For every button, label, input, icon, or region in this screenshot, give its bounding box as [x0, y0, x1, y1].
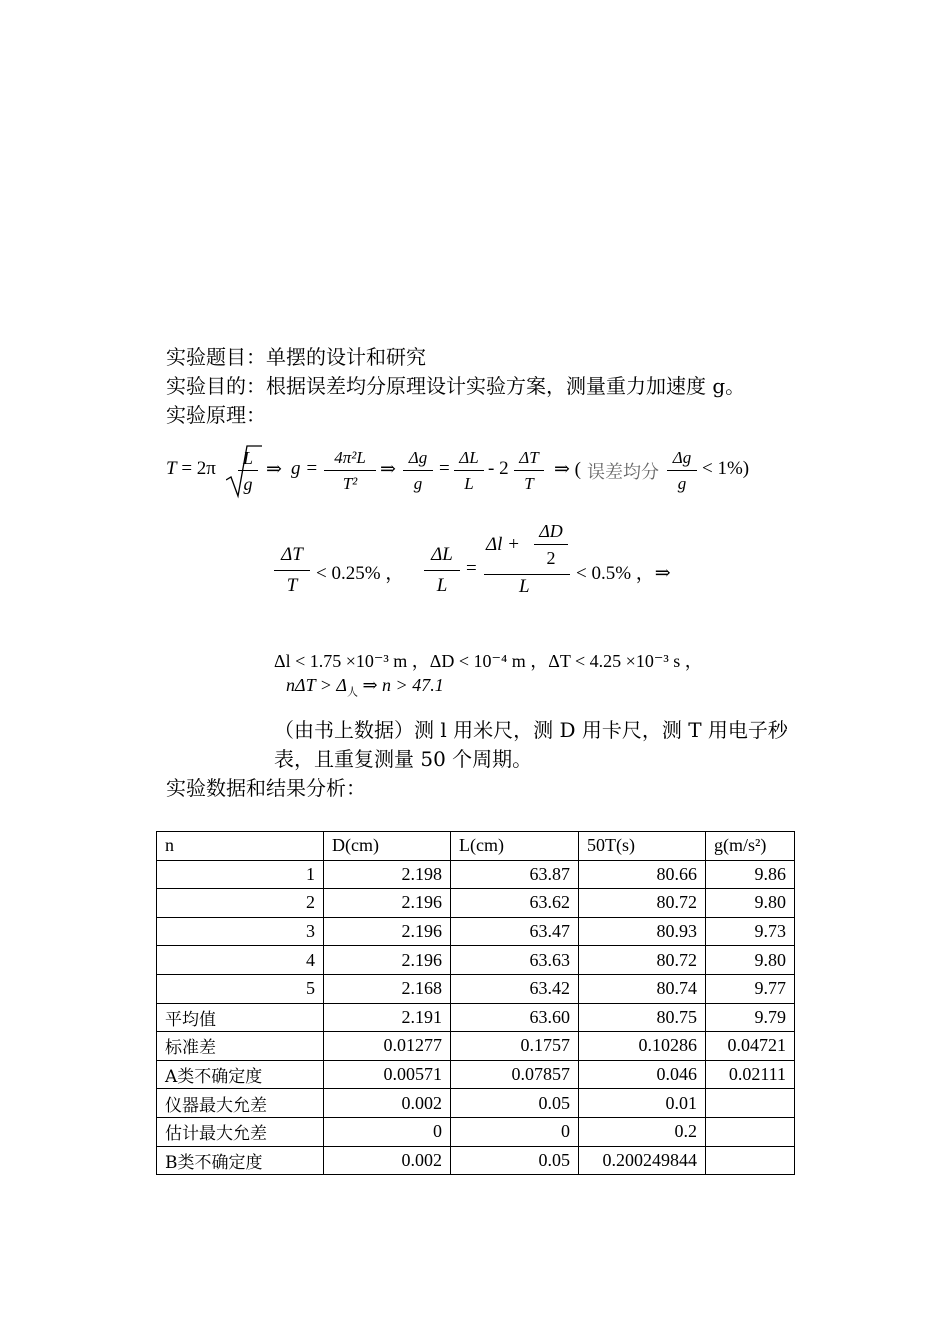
- table-cell: 2.196: [324, 889, 451, 918]
- table-cell: 63.42: [451, 974, 579, 1003]
- formula-T: T: [166, 458, 177, 479]
- data-table: [156, 831, 795, 1175]
- table-header-cell: D(cm): [324, 832, 451, 861]
- table-cell: 80.74: [579, 974, 706, 1003]
- fraction-denominator: L: [464, 474, 474, 493]
- table-cell: 2.168: [324, 974, 451, 1003]
- table-cell: 0.05: [451, 1089, 579, 1118]
- fraction-denominator: g: [413, 474, 423, 493]
- table-cell: 0: [324, 1117, 451, 1146]
- analysis-heading: 实验数据和结果分析：: [166, 776, 366, 800]
- fraction-dg-g: [403, 446, 433, 497]
- fraction-denominator: g: [677, 474, 687, 493]
- experiment-title: 实验题目：单摆的设计和研究: [166, 345, 426, 369]
- fraction-dg-g-2: [667, 446, 697, 497]
- table-row: [157, 1060, 795, 1089]
- fraction-dT-T-2: [274, 540, 310, 601]
- table-cell: 80.72: [579, 946, 706, 975]
- table-cell: 9.86: [706, 860, 795, 889]
- table-row: [157, 1003, 795, 1032]
- table-cell: 0.01277: [324, 1032, 451, 1061]
- n-delta-t: nΔT > Δ: [286, 675, 347, 695]
- sqrt-denominator: g: [243, 474, 253, 494]
- fraction-numerator: ΔL: [454, 446, 484, 471]
- less-than-1-percent: < 1%): [702, 458, 750, 479]
- table-cell: 63.62: [451, 889, 579, 918]
- table-cell: 2.198: [324, 860, 451, 889]
- table-header-cell: n: [157, 832, 324, 861]
- fraction-4pi2L-T2: [324, 446, 376, 497]
- table-cell: 0.046: [579, 1060, 706, 1089]
- table-row-label: 1: [157, 860, 324, 889]
- table-cell: [706, 1146, 795, 1175]
- fraction-numerator: ΔT: [514, 446, 544, 471]
- table-header-row: [157, 832, 795, 861]
- fraction-dT-T: [514, 446, 544, 497]
- table-row: [157, 946, 795, 975]
- table-row-label: B类不确定度: [157, 1146, 324, 1175]
- formula-g-eq: g =: [291, 458, 319, 479]
- table-row: [157, 1032, 795, 1061]
- fraction-denominator: 2: [546, 548, 556, 568]
- fraction-denominator: L: [436, 575, 448, 596]
- equals-sign: =: [439, 458, 450, 479]
- less-than-025: < 0.25% ，: [316, 563, 405, 584]
- table-cell: 0.002: [324, 1146, 451, 1175]
- arrow-3: ⇒ (: [554, 459, 581, 480]
- fraction-dL-L: [454, 446, 484, 497]
- table-cell: 0.00571: [324, 1060, 451, 1089]
- method-note-line-1: （由书上数据）测 l 用米尺，测 D 用卡尺，测 T 用电子秒: [274, 718, 788, 742]
- fraction-numerator: ΔD: [534, 518, 568, 545]
- fraction-numerator: Δg: [403, 446, 433, 471]
- method-note-line-2: 表，且重复测量 50 个周期。: [274, 747, 533, 771]
- table-row: [157, 1117, 795, 1146]
- fraction-denominator: T: [286, 575, 298, 596]
- table-row: [157, 1089, 795, 1118]
- table-cell: 9.80: [706, 889, 795, 918]
- fraction-denominator: T²: [342, 474, 358, 493]
- table-cell: 80.75: [579, 1003, 706, 1032]
- table-cell: 0.04721: [706, 1032, 795, 1061]
- table-cell: 2.196: [324, 917, 451, 946]
- table-row-label: 5: [157, 974, 324, 1003]
- table-row: [157, 860, 795, 889]
- table-row-label: 标准差: [157, 1032, 324, 1061]
- table-cell: 80.93: [579, 917, 706, 946]
- minus-two: - 2: [488, 458, 509, 479]
- arrow-1: ⇒: [266, 459, 282, 480]
- fraction-numerator: ΔT: [274, 540, 310, 571]
- table-cell: 9.79: [706, 1003, 795, 1032]
- table-cell: 63.60: [451, 1003, 579, 1032]
- table-row-label: 平均值: [157, 1003, 324, 1032]
- table-cell: 0.2: [579, 1117, 706, 1146]
- table-cell: 0: [451, 1117, 579, 1146]
- table-cell: 0.02111: [706, 1060, 795, 1089]
- compound-denominator: L: [519, 576, 530, 597]
- fraction-dL-L-2: [424, 540, 460, 601]
- table-cell: 0.200249844: [579, 1146, 706, 1175]
- table-row: [157, 917, 795, 946]
- dl-plus: Δl +: [486, 534, 521, 555]
- formula-line-4: [286, 675, 444, 700]
- table-cell: 0.10286: [579, 1032, 706, 1061]
- table-cell: 9.77: [706, 974, 795, 1003]
- table-header-cell: g(m/s²): [706, 832, 795, 861]
- sqrt-numerator: L: [238, 446, 258, 471]
- fraction-denominator: T: [524, 474, 534, 493]
- table-row: [157, 889, 795, 918]
- human-subscript: 人: [346, 686, 358, 699]
- data-table-body: [157, 832, 795, 1175]
- table-cell: 63.47: [451, 917, 579, 946]
- table-row-label: 3: [157, 917, 324, 946]
- table-cell: 63.87: [451, 860, 579, 889]
- table-cell: 2.191: [324, 1003, 451, 1032]
- less-than-05: < 0.5% ，⇒: [576, 563, 671, 584]
- table-row-label: 4: [157, 946, 324, 975]
- equal-share-note: 误差均分: [587, 462, 659, 483]
- table-row-label: 估计最大允差: [157, 1117, 324, 1146]
- table-cell: [706, 1117, 795, 1146]
- experiment-principle-heading: 实验原理：: [166, 403, 266, 427]
- equals-sign-2: =: [466, 558, 477, 579]
- table-row-label: 2: [157, 889, 324, 918]
- table-cell: 80.66: [579, 860, 706, 889]
- fraction-numerator: Δg: [667, 446, 697, 471]
- fraction-dD-2: [534, 518, 568, 571]
- table-cell: 0.002: [324, 1089, 451, 1118]
- table-header-cell: 50T(s): [579, 832, 706, 861]
- table-cell: 0.05: [451, 1146, 579, 1175]
- fraction-numerator: ΔL: [424, 540, 460, 571]
- table-cell: 80.72: [579, 889, 706, 918]
- table-cell: 63.63: [451, 946, 579, 975]
- table-cell: 0.01: [579, 1089, 706, 1118]
- table-cell: 0.1757: [451, 1032, 579, 1061]
- table-row: [157, 1146, 795, 1175]
- table-cell: [706, 1089, 795, 1118]
- fraction-numerator: 4π²L: [324, 446, 376, 471]
- table-row-label: 仪器最大允差: [157, 1089, 324, 1118]
- table-cell: 9.80: [706, 946, 795, 975]
- table-cell: 9.73: [706, 917, 795, 946]
- sqrt-fraction: [238, 446, 258, 497]
- arrow-2: ⇒: [380, 459, 396, 480]
- table-row-label: A类不确定度: [157, 1060, 324, 1089]
- table-cell: 0.07857: [451, 1060, 579, 1089]
- table-header-cell: L(cm): [451, 832, 579, 861]
- table-row: [157, 974, 795, 1003]
- experiment-purpose: 实验目的：根据误差均分原理设计实验方案，测量重力加速度 g。: [166, 374, 746, 398]
- n-result: ⇒ n > 47.1: [357, 675, 444, 695]
- formula-eq-2pi: = 2π: [181, 458, 216, 479]
- table-cell: 2.196: [324, 946, 451, 975]
- formula-line-3: Δl < 1.75 ×10⁻³ m ，ΔD < 10⁻⁴ m ，ΔT < 4.25 ×10⁻³ s ，: [274, 651, 703, 671]
